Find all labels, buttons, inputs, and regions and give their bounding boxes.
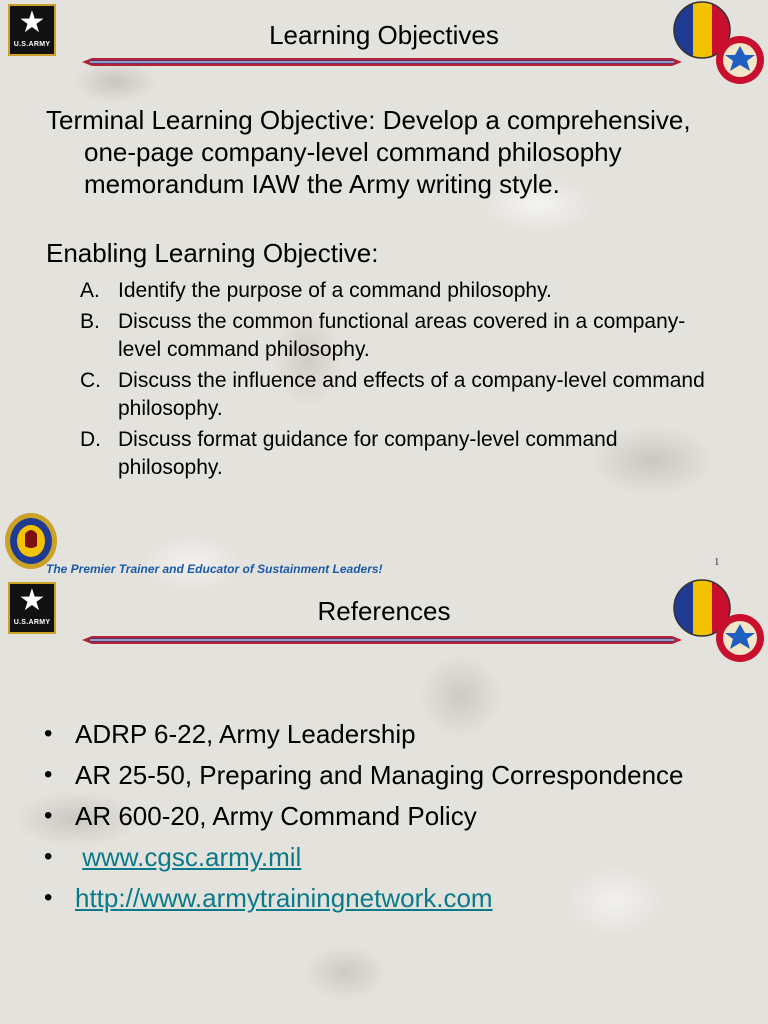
- list-item: C. Discuss the influence and effects of a company-level command philosophy.: [80, 369, 705, 420]
- slide-title: Learning Objectives: [269, 20, 499, 50]
- terminal-learning-objective: Terminal Learning Objective: Develop a comprehensive, one-page company-level command philosophy memorandum IAW the Army writing style.: [46, 105, 691, 199]
- list-item: • AR 600-20, Army Command Policy: [44, 801, 477, 831]
- list-item: • AR 25-50, Preparing and Managing Correspondence: [44, 760, 684, 790]
- enabling-objective-list: [80, 277, 720, 485]
- armytrainingnetwork-link[interactable]: http://www.armytrainingnetwork.com: [75, 883, 493, 913]
- list-item: B. Discuss the common functional areas covered in a company-level command philosophy.: [80, 310, 686, 361]
- reference-list: [44, 716, 724, 921]
- slide-references: [0, 574, 768, 1024]
- list-item: • www.cgsc.army.mil: [44, 842, 302, 872]
- list-item: • http://www.armytrainingnetwork.com: [44, 880, 724, 916]
- army-star-icon: ★ U.S.ARMY: [8, 582, 56, 634]
- title-divider: [82, 58, 682, 66]
- page-number: 1: [714, 556, 720, 568]
- army-star-icon: ★ U.S.ARMY: [8, 4, 56, 56]
- list-item: A. Identify the purpose of a command philosophy.: [80, 279, 552, 302]
- slide-title: References: [317, 596, 451, 626]
- cgsc-link[interactable]: www.cgsc.army.mil: [82, 842, 302, 872]
- title-divider: [82, 636, 682, 644]
- list-item: D. Discuss format guidance for company-level command philosophy.: [80, 428, 618, 479]
- list-item: • ADRP 6-22, Army Leadership: [44, 719, 416, 749]
- footer-tagline: The Premier Trainer and Educator of Sustainment Leaders!: [46, 562, 383, 576]
- enabling-objective-heading: Enabling Learning Objective:: [46, 238, 379, 268]
